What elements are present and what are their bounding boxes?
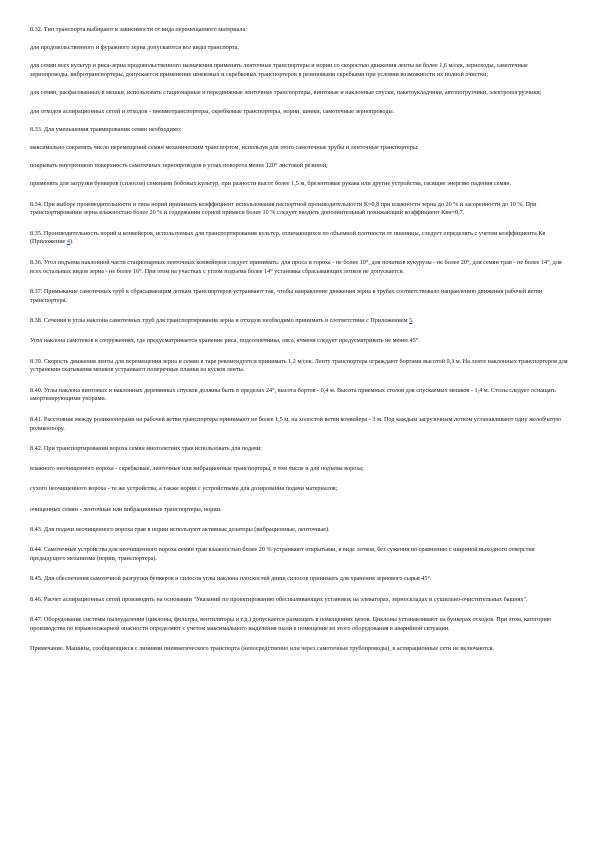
paragraph-8-43: 8.43. Для подачи неочищенного вороха трав в нории используют активные дозаторы (вибрационные, ленточные).: [30, 526, 330, 534]
paragraph-8-33: 8.33. Для уменьшения травмирования семян необходимо:: [30, 125, 182, 133]
list-item-waste-transport: для отходов аспирационных сетей и отходов - пневмотранспортеры, скребковые транспортеры, нории, шнеки, самотечные зернопроводы.: [30, 107, 395, 115]
note-paragraph: Примечание. Машины, сообщающиеся с линиями пневматического транспорта (непосредственно или через самотечные трубопроводы), в аспирационные сети не включаются.: [30, 645, 495, 653]
list-item-canvas-sleeves: применять для загрузки бункеров (силосов) семенами бобовых культур, при разности высот более 1,5 м, брезентовые рукава или другие устройства, гасящие энергию падения семян.: [30, 180, 512, 188]
appendix-5-link[interactable]: 5: [409, 316, 413, 324]
paragraph-8-35: [30, 230, 568, 248]
paragraph-8-45: 8.45. Для обеспечения самотечной разгрузки бункеров и силосов углы наклона плоскостей днищ силосов принимать для хранения зернового сырья 45°.: [30, 575, 432, 583]
paragraph-8-41: 8.41. Расстояние между роликоопорами на рабочей ветви транспортера принимают не более 1,5 м, на холостой ветви конвейера - 3 м. Под каждым загрузочным лотком устанавливают одну желобчатую роликоопору.: [30, 415, 562, 432]
document-page: [30, 26, 568, 663]
paragraph-8-44: 8.44. Самотечные устройства для неочищенного вороха семян трав влажностью более 20 % устраивают открытыми, в виде лотков, без сужения по сравнению с шириной выходного отверстия предыдущего механизма (нории, транспортера).: [30, 546, 535, 563]
list-item-rubber-lining: покрывать внутреннюю поверхность самотечных зернопроводов в углах поворота менее 120° листовой резиной;: [30, 162, 328, 170]
list-item-wet-heap: влажного неочищенного вороха - скребковые, ленточные или вибрационные транспортеры, в том числе и для подъема вороха;: [30, 465, 364, 473]
paragraph-slope-angle: Угол наклона самотеков в сооружениях, где предусматривается хранение риса, подсолнечника, овса, ячменя следует предусматривать не менее 45°.: [30, 337, 420, 345]
appendix-4-link[interactable]: 4: [66, 238, 70, 246]
paragraph-8-47: 8.47. Оборудование системы пылеудаления (циклоны, фильтры, вентиляторы и т.д.) допускается размещать в помещениях цехов. Циклоны устанавливают на бункерах отходов. При этом, категорию производства по взрывопожарной опасности определяют с учетом максимального выделения пыли в помещение из этого оборудования в аварийной ситуации.: [30, 616, 552, 632]
paragraph-8-36: 8.36. Угол подъема наклонной части стационарных ленточных конвейеров следует принимать: для проса и гороха - не более 10°, для початков кукурузы - не более 20°, для семян трав - не более 14°, для всех остальных видов зерна - не более 16°. При этом на участках с углом подъема более 14° установка сбрасывающих лотков не допускается.: [30, 258, 562, 275]
list-item-bagged-seeds: для семян, расфасованных в мешки, использовать стационарные и передвижные ленточные транспортеры, винтовые и наклонные спуски, пакетоукладчики, автопогрузчики, электропогрузчики;: [30, 89, 542, 97]
paragraph-8-35-text: 8.35. Производительность норий и конвейеров, используемых для транспортирования культур, отличающихся по объемной плотности от пшеницы, следует определять с учетом коэффициента Кв (Приложение 4).: [30, 229, 546, 246]
list-item-food-grain: для продовольственного и фуражного зерна допускаются все виды транспорта;: [30, 44, 239, 52]
list-item-reduce-moves: максимально сократить число перемещений семян механическим транспортом, используя для этого самотечные трубы и ленточные транспортеры;: [30, 143, 419, 151]
list-item-clean-seeds: очищенных семян - ленточные или вибрационные транспортеры, нории.: [30, 505, 222, 513]
paragraph-8-32: 8.32. Тип транспорта выбирают в зависимости от вида перемещаемого материала:: [30, 26, 247, 33]
paragraph-8-42: 8.42. При транспортировании вороха семян многолетних трав использовать для подачи:: [30, 444, 262, 452]
paragraph-8-34: 8.34. При выборе производительности и типа норий принимать коэффициент использования паспортной производительности К=0,8 при влажности зерна до 20 % и засоренности до 10 %. При транспортировании зерна влажностью более 20 % и содержании сорной примеси более 10 % следует вводить дополнительный понижающий коэффициент Квн=0,7.: [30, 200, 537, 217]
paragraph-8-46: 8.46. Расчет аспирационных сетей производить на основании "Указаний по проектированию обеспыливающих установок на элеваторах, зерноскладах и сушильно-очистительных башнях".: [30, 595, 528, 603]
paragraph-8-40: 8.40. Углы наклона винтовых и наклонных деревянных спусков должны быть в пределах 24°, высота бортов - 0,4 м. Высота приемных столов для спускаемых мешков - 1,4 м. Столы следует оснащать амортизирующими упорами.: [30, 386, 556, 403]
list-item-seeds-transport: для семян всех культур и риса-зерна продовольственного назначения применять ленточные транспортеры и нории со скоростью движения ленты не более 1,6 м/сек, зерноходы, самотечные зернопроводы, вибротранспортеры, допускается применение шнековых и скребковых транспортеров в резиновыми скребками при условии возможности их полной очистки;: [30, 62, 528, 79]
paragraph-8-37: 8.37. Примыкание самотечных труб к сбрасывающим лоткам транспортеров устраивают так, чтобы направление движения зерна в трубах соответствовало направлению движения рабочей ветви транспортера.: [30, 287, 543, 304]
list-item-dry-heap: сухого неочищенного вороха - те же устройства, а также нории с устройствами для дозирования подачи материалов;: [30, 485, 338, 493]
paragraph-8-38: 8.38. Сечения и углы наклона самотечных труб для транспортирования зерна и отходов необходимо принимать в соответствии с Приложением 5.: [30, 316, 414, 324]
paragraph-8-39: 8.39. Скорость движения ленты для перемещения зерна и семян в таре рекомендуется принимать 1,2 м/сек. Ленту транспортера ограждают бортами высотой 0,3 м. На ленте наклонных транспортеров для устранения скатывания мешков устраивают поперечные планки из кусков ленты.: [30, 357, 568, 374]
